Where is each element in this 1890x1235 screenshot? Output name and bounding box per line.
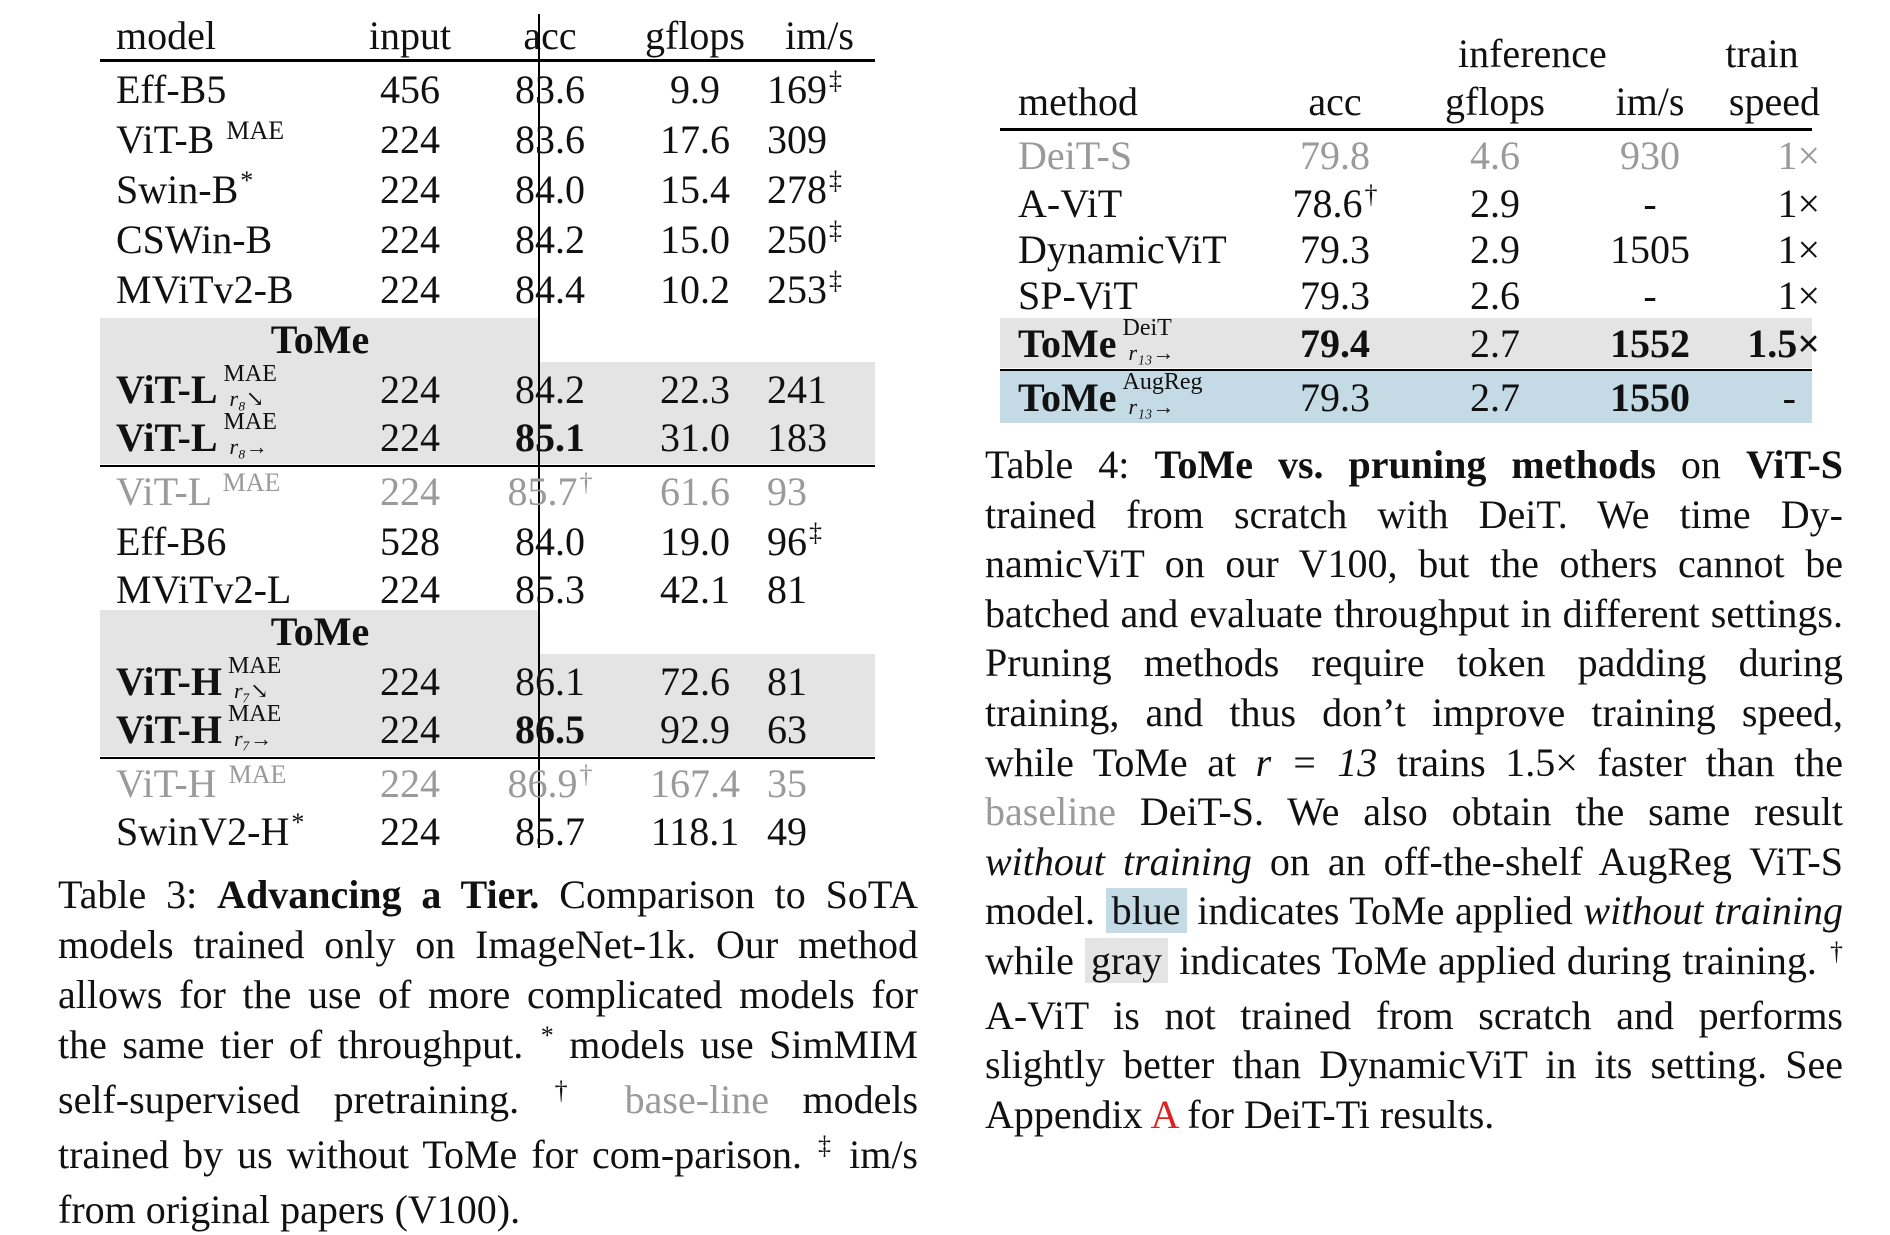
acc-value: 79.3 xyxy=(1300,273,1370,318)
table-3-header xyxy=(100,12,875,60)
model-name: Eff-B5 xyxy=(116,67,227,112)
acc-value: 83.6 xyxy=(515,117,585,162)
ims-value: - xyxy=(1643,273,1657,318)
caption-text: A-ViT is not trained from scratch and performs slightly better than DynamicViT in its setting. See Appendix xyxy=(985,992,1843,1137)
method-name: ToMe xyxy=(1018,321,1117,366)
tome-augreg-row xyxy=(1000,369,1830,422)
table-row xyxy=(100,566,875,614)
table-row xyxy=(100,266,875,314)
ims-mark: ‡ xyxy=(829,266,842,295)
caption-text: on an off-the-shelf AugReg ViT-S model. xyxy=(985,838,1843,934)
tome-group-label: ToMe xyxy=(270,609,370,654)
ims-value: 253 xyxy=(767,267,827,312)
input-value: 224 xyxy=(380,707,440,752)
method-name: SP-ViT xyxy=(1018,273,1138,318)
model-sup: MAE xyxy=(228,760,287,789)
model-sub: r₈↘ xyxy=(229,386,265,411)
input-value: 224 xyxy=(380,167,440,212)
speed-value: 1× xyxy=(1777,181,1820,226)
method-name: DeiT-S xyxy=(1018,133,1133,178)
input-value: 224 xyxy=(380,217,440,262)
header-input: input xyxy=(368,13,452,58)
speed-value: - xyxy=(1782,375,1796,420)
table-3-caption xyxy=(58,870,918,1235)
table-row xyxy=(100,66,875,114)
ims-value: 250 xyxy=(767,217,827,262)
acc-value: 84.2 xyxy=(515,367,585,412)
table-row xyxy=(100,518,875,566)
tome-deit-row xyxy=(1000,315,1830,368)
model-name: MViTv2-B xyxy=(116,267,294,312)
header-method: method xyxy=(1018,79,1138,124)
caption-text: trains 1.5× faster than the xyxy=(1396,739,1843,785)
speed-value: 1× xyxy=(1777,227,1820,272)
baseline-row xyxy=(100,760,875,808)
table-4-caption xyxy=(985,440,1843,1139)
acc-value: 85.1 xyxy=(515,415,585,460)
header-acc: acc xyxy=(523,13,577,58)
header-rule xyxy=(1000,128,1812,131)
ims-value: 93 xyxy=(767,469,807,514)
method-sup: AugReg xyxy=(1122,369,1203,395)
acc-value: 79.3 xyxy=(1300,375,1370,420)
caption-text: indicates ToMe applied during training. xyxy=(1179,937,1817,983)
header-gflops: gflops xyxy=(645,13,745,58)
mid-rule-2 xyxy=(100,757,875,759)
gflops-value: 17.6 xyxy=(660,117,730,162)
speed-value: 1× xyxy=(1777,273,1820,318)
model-name: ViT-L xyxy=(116,415,218,460)
model-name: ViT-H xyxy=(116,761,217,806)
acc-value: 83.6 xyxy=(515,67,585,112)
ims-value: 96 xyxy=(767,519,807,564)
table-row xyxy=(1000,272,1830,320)
caption-text: on xyxy=(1680,442,1721,487)
model-name: Swin-B xyxy=(116,167,239,212)
table-row xyxy=(100,116,875,164)
model-name: SwinV2-H xyxy=(116,809,290,854)
ims-value: 1505 xyxy=(1610,227,1690,272)
ims-mark: ‡ xyxy=(829,166,842,195)
acc-value: 84.2 xyxy=(515,217,585,262)
table-row xyxy=(100,166,875,214)
input-value: 224 xyxy=(380,469,440,514)
input-value: 224 xyxy=(380,367,440,412)
acc-value: 78.6 xyxy=(1292,181,1363,226)
acc-mark: † xyxy=(1364,180,1378,209)
gflops-value: 118.1 xyxy=(650,809,740,854)
caption-label: Table 4: xyxy=(985,442,1130,487)
dagger-mark: † xyxy=(1830,936,1844,966)
model-name: ViT-L xyxy=(116,367,218,412)
gflops-value: 2.9 xyxy=(1470,227,1520,272)
table-row xyxy=(1000,226,1830,274)
model-name: MViTv2-L xyxy=(116,567,292,612)
gflops-value: 2.7 xyxy=(1470,375,1520,420)
model-name: ViT-H xyxy=(116,707,222,752)
model-name: ViT-B xyxy=(116,117,215,162)
baseline-row xyxy=(100,468,875,516)
ims-value: 81 xyxy=(767,567,807,612)
caption-text: models use SimMIM self-supervised pretraining. xyxy=(58,1022,919,1122)
model-name: Eff-B6 xyxy=(116,519,227,564)
acc-value: 84.0 xyxy=(515,167,585,212)
table-4 xyxy=(1000,28,1830,448)
ddagger-mark: ‡ xyxy=(818,1131,836,1160)
ims-value: 241 xyxy=(767,367,827,412)
header-gflops: gflops xyxy=(1445,79,1545,124)
gflops-value: 9.9 xyxy=(670,67,720,112)
caption-text: for DeiT-Ti results. xyxy=(1187,1091,1495,1137)
table-4-header xyxy=(1000,78,1830,126)
gflops-value: 61.6 xyxy=(660,469,730,514)
tome-row xyxy=(100,409,875,462)
caption-label: Table 3: xyxy=(58,872,198,917)
speed-value: 1.5× xyxy=(1747,321,1820,366)
acc-value: 79.4 xyxy=(1300,321,1370,366)
header-model: model xyxy=(116,13,216,58)
tome-row xyxy=(100,653,875,706)
method-sub: r₁₃→ xyxy=(1128,394,1175,419)
gflops-value: 92.9 xyxy=(660,707,730,752)
acc-value: 84.4 xyxy=(515,267,585,312)
model-name: CSWin-B xyxy=(116,217,273,262)
gflops-value: 72.6 xyxy=(660,659,730,704)
model-sup: MAE xyxy=(226,116,285,145)
method-sup: DeiT xyxy=(1122,315,1172,341)
gflops-value: 15.4 xyxy=(660,167,730,212)
model-sub: r₈→ xyxy=(229,434,268,459)
caption-text: models trained by us without ToMe for com-parison. xyxy=(58,1077,919,1177)
acc-value: 86.9 xyxy=(507,761,578,806)
acc-value: 85.3 xyxy=(515,567,585,612)
table-row xyxy=(100,808,875,856)
baseline-row xyxy=(1000,132,1830,180)
input-value: 224 xyxy=(380,267,440,312)
input-value: 224 xyxy=(380,809,440,854)
input-value: 224 xyxy=(380,567,440,612)
method-sub: r₁₃→ xyxy=(1128,340,1175,365)
model-sup: MAE xyxy=(227,653,282,679)
ims-value: 63 xyxy=(767,707,807,752)
model-sup: MAE xyxy=(222,468,281,497)
ims-value: 183 xyxy=(767,415,827,460)
model-name: ViT-L xyxy=(116,469,211,514)
tome-row xyxy=(100,701,875,754)
model-sub: r₇→ xyxy=(233,726,273,751)
acc-value: 86.5 xyxy=(515,707,585,752)
header-inference: inference xyxy=(1458,31,1607,76)
input-value: 224 xyxy=(380,117,440,162)
acc-value: 84.0 xyxy=(515,519,585,564)
caption-italic: without training xyxy=(1583,888,1844,934)
method-name: ToMe xyxy=(1018,375,1117,420)
caption-title: ToMe vs. pruning methods xyxy=(1154,442,1656,487)
ims-value: 49 xyxy=(767,809,807,854)
gflops-value: 2.7 xyxy=(1470,321,1520,366)
ims-value: 1552 xyxy=(1610,321,1690,366)
gflops-value: 15.0 xyxy=(660,217,730,262)
caption-italic: without training xyxy=(985,838,1252,884)
caption-text: trained from scratch with DeiT. We time Dy-namicViT on our V100, but the others cannot be batched and evaluate throughput in different settings. Pruning methods require token padding during training, and thus don’t improve training speed, while ToMe at xyxy=(985,491,1843,785)
ims-mark: ‡ xyxy=(829,216,842,245)
gflops-value: 2.9 xyxy=(1470,181,1520,226)
input-value: 224 xyxy=(380,659,440,704)
table-3 xyxy=(100,10,875,858)
input-value: 224 xyxy=(380,415,440,460)
model-name: ViT-H xyxy=(116,659,222,704)
acc-value: 85.7 xyxy=(507,469,578,514)
model-sup: MAE xyxy=(227,701,282,727)
acc-mark: † xyxy=(579,760,593,789)
caption-text: Comparison to SoTA models trained only on ImageNet-1k. Our method allows for the use of more complicated models for the same tier of throughput. xyxy=(58,872,918,1067)
acc-value: 85.7 xyxy=(515,809,585,854)
ims-value: 930 xyxy=(1620,133,1680,178)
ims-value: 278 xyxy=(767,167,827,212)
caption-text: im/s from original papers (V100). xyxy=(58,1132,918,1232)
ims-value: - xyxy=(1643,181,1657,226)
ims-mark: ‡ xyxy=(829,66,842,95)
table-row xyxy=(1000,180,1830,228)
acc-value: 86.1 xyxy=(515,659,585,704)
gflops-value: 42.1 xyxy=(660,567,730,612)
caption-text: indicates ToMe applied xyxy=(1197,888,1573,934)
tome-group-label: ToMe xyxy=(270,317,370,362)
gflops-value: 31.0 xyxy=(660,415,730,460)
ims-value: 81 xyxy=(767,659,807,704)
baseline-word: baseline xyxy=(985,789,1117,835)
gflops-value: 22.3 xyxy=(660,367,730,412)
header-ims: im/s xyxy=(785,13,854,58)
gflops-value: 2.6 xyxy=(1470,273,1520,318)
method-name: DynamicViT xyxy=(1018,227,1227,272)
star-mark: * xyxy=(540,1021,554,1050)
caption-text: while xyxy=(985,937,1074,983)
dagger-mark: † xyxy=(554,1076,592,1105)
baseline-word: base-line xyxy=(624,1077,769,1122)
method-name: A-ViT xyxy=(1018,181,1123,226)
ims-value: 309 xyxy=(767,117,827,162)
model-sub: r₇↘ xyxy=(233,678,269,703)
header-train: train xyxy=(1725,31,1799,76)
input-value: 224 xyxy=(380,761,440,806)
input-value: 456 xyxy=(380,67,440,112)
ims-mark: ‡ xyxy=(809,518,822,547)
ims-value: 1550 xyxy=(1610,375,1690,420)
acc-mark: † xyxy=(579,468,593,497)
gflops-value: 4.6 xyxy=(1470,133,1520,178)
model-sup: MAE xyxy=(223,409,277,435)
gflops-value: 167.4 xyxy=(650,761,740,806)
tome-row xyxy=(100,361,875,414)
ims-value: 169 xyxy=(767,67,827,112)
gflops-value: 19.0 xyxy=(660,519,730,564)
acc-value: 79.3 xyxy=(1300,227,1370,272)
caption-vits: ViT-S xyxy=(1745,442,1844,487)
acc-value: 79.8 xyxy=(1300,133,1370,178)
caption-equation: r = 13 xyxy=(1255,739,1378,785)
model-sup: * xyxy=(240,166,254,195)
header-ims: im/s xyxy=(1615,79,1685,124)
blue-swatch-word: blue xyxy=(1106,888,1187,933)
gflops-value: 10.2 xyxy=(660,267,730,312)
mid-rule-1 xyxy=(100,465,875,467)
table-row xyxy=(100,216,875,264)
input-value: 528 xyxy=(380,519,440,564)
header-speed: speed xyxy=(1728,79,1820,124)
ims-value: 35 xyxy=(767,761,807,806)
model-sup: MAE xyxy=(223,361,277,387)
caption-title: Advancing a Tier. xyxy=(217,872,540,917)
header-acc: acc xyxy=(1308,79,1362,124)
model-sup: * xyxy=(291,808,305,837)
appendix-link[interactable]: A xyxy=(1150,1091,1178,1137)
gray-swatch-word: gray xyxy=(1085,938,1168,983)
speed-value: 1× xyxy=(1777,133,1820,178)
caption-text: DeiT-S. We also obtain the same result xyxy=(1139,789,1844,835)
